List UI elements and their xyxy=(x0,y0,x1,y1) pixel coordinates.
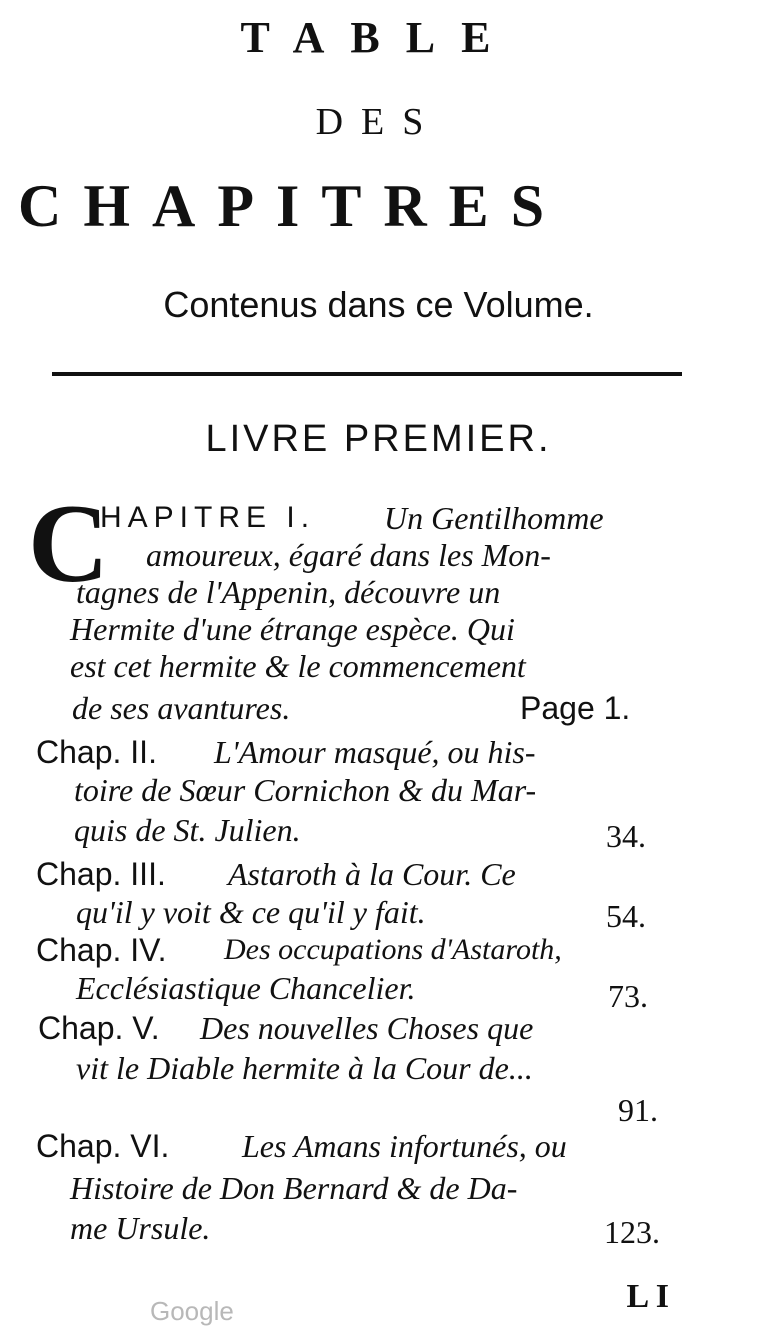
chapter-1-line-6: de ses avantures. xyxy=(72,690,291,726)
title-table: TABLE xyxy=(240,13,517,62)
chapter-2-label: Chap. II. xyxy=(36,734,157,770)
chapter-5-label: Chap. V. xyxy=(38,1010,160,1046)
chapter-2-page: 34. xyxy=(606,818,646,854)
chapter-1-label: HAPITRE I. xyxy=(100,501,316,534)
chapter-3-line-2: qu'il y voit & ce qu'il y fait. xyxy=(76,894,426,930)
chapter-1-line-5: est cet hermite & le commencement xyxy=(70,648,526,684)
chapter-1-line-2: amoureux, égaré dans les Mon- xyxy=(146,537,551,573)
chapter-2-line-1: L'Amour masqué, ou his- xyxy=(214,734,536,770)
signature-mark: L I xyxy=(626,1278,669,1315)
divider-rule xyxy=(52,372,682,376)
title-chapitres: CHAPITRES xyxy=(18,173,567,239)
chapter-3-label: Chap. III. xyxy=(36,856,166,892)
chapter-4-label: Chap. IV. xyxy=(36,932,167,968)
drop-cap: C xyxy=(28,482,109,606)
chapter-4-line-1: Des occupations d'Astaroth, xyxy=(224,933,562,966)
chapter-5-line-1: Des nouvelles Choses que xyxy=(200,1010,534,1046)
chapter-1-line-4: Hermite d'une étrange espèce. Qui xyxy=(70,611,515,647)
book-heading: LIVRE PREMIER. xyxy=(205,418,552,460)
chapter-1-line-1: Un Gentilhomme xyxy=(384,500,604,536)
chapter-5-page: 91. xyxy=(618,1092,658,1128)
chapter-4-line-2: Ecclésiastique Chancelier. xyxy=(76,970,416,1006)
chapter-1-page: Page 1. xyxy=(520,690,631,726)
chapter-6-page: 123. xyxy=(604,1214,660,1250)
chapter-6-label: Chap. VI. xyxy=(36,1128,170,1164)
chapter-6-line-1: Les Amans infortunés, ou xyxy=(242,1128,567,1164)
chapter-2-line-2: toire de Sœur Cornichon & du Mar- xyxy=(74,772,537,808)
chapter-4-page: 73. xyxy=(608,978,648,1014)
chapter-1-line-3: tagnes de l'Appenin, découvre un xyxy=(76,574,501,610)
chapter-2-line-3: quis de St. Julien. xyxy=(74,812,301,848)
chapter-6-line-3: me Ursule. xyxy=(70,1210,211,1246)
chapter-6-line-2: Histoire de Don Bernard & de Da- xyxy=(70,1170,518,1206)
subtitle: Contenus dans ce Volume. xyxy=(163,284,594,325)
title-des: DES xyxy=(315,101,442,143)
chapter-5-line-2: vit le Diable hermite à la Cour de... xyxy=(76,1050,533,1086)
chapter-3-page: 54. xyxy=(606,898,646,934)
scan-watermark: Google xyxy=(150,1296,234,1326)
chapter-3-line-1: Astaroth à la Cour. Ce xyxy=(228,856,516,892)
